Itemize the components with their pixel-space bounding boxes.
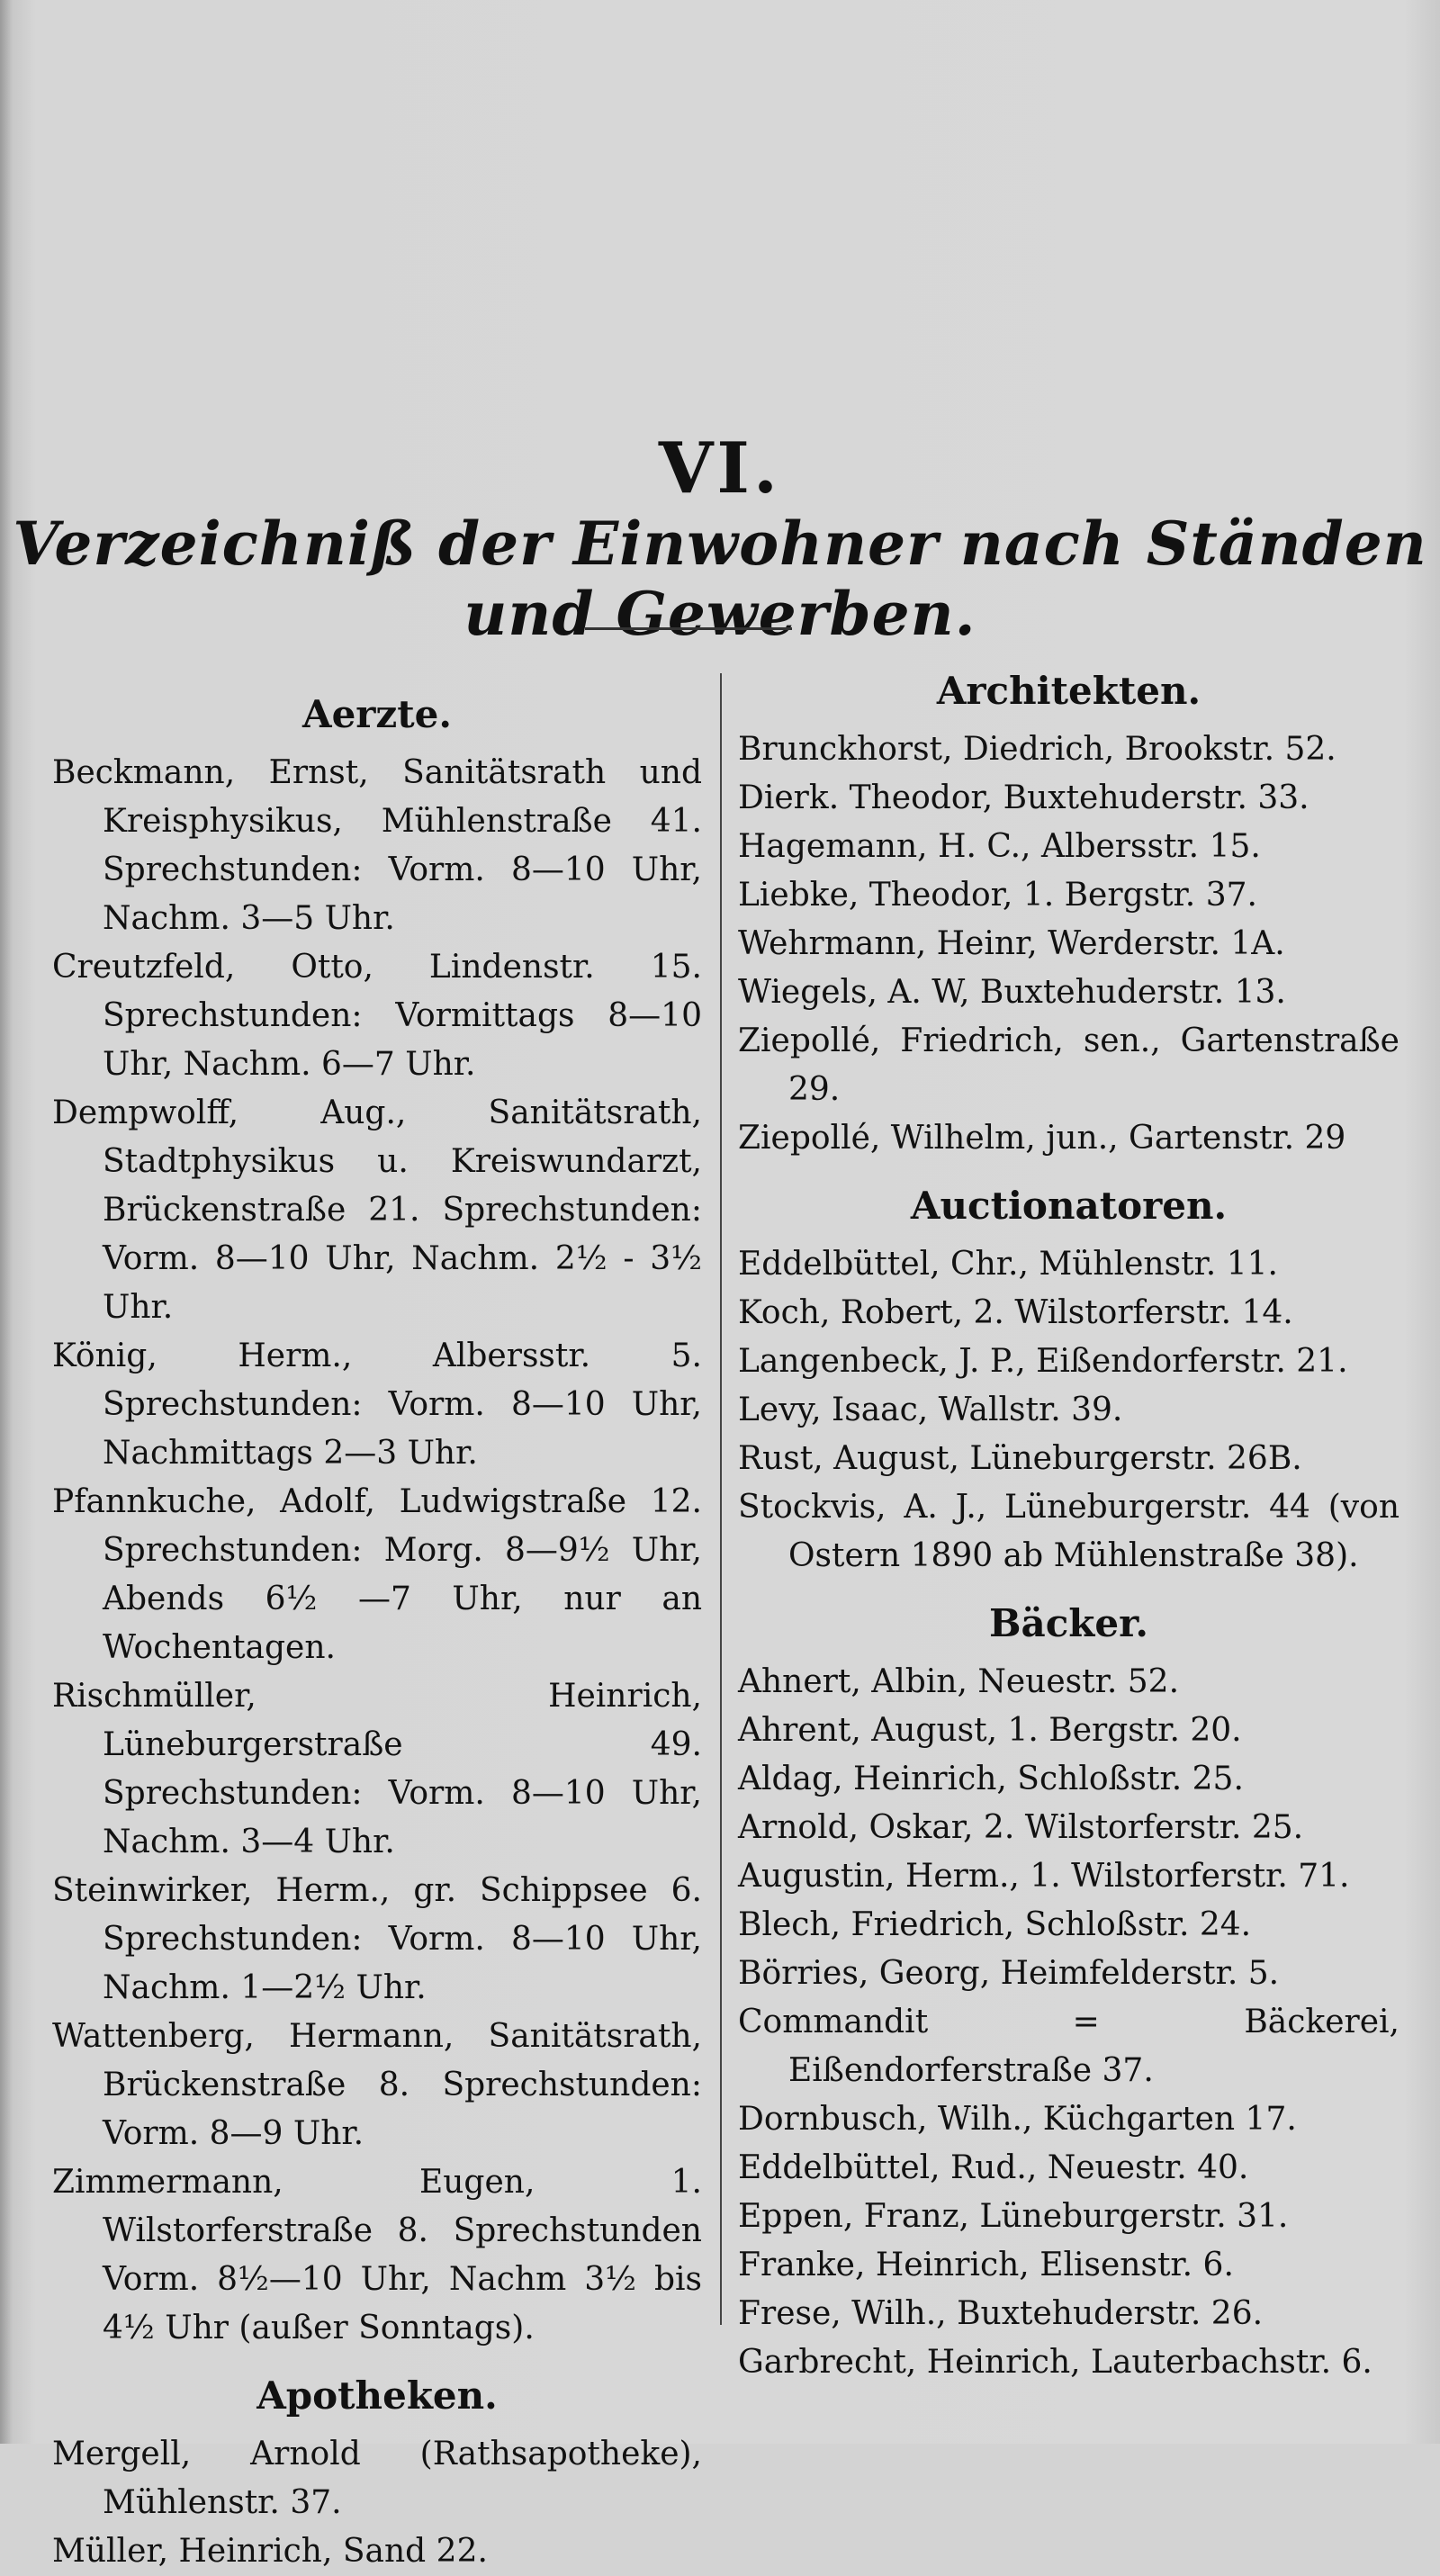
list-item: Liebke, Theodor, 1. Bergstr. 37. [738, 877, 1257, 914]
list-item: Ahrent, August, 1. Bergstr. 20. [738, 1712, 1242, 1749]
section-title-architekten: Architekten. [936, 669, 1202, 713]
list-item: Eppen, Franz, Lüneburgerstr. 31. [738, 2198, 1289, 2235]
list-item: Commandit = Bäckerei, Eißendorferstraße 37. [738, 2004, 1400, 2089]
section-title-aerzte: Aerzte. [302, 692, 453, 736]
list-item: Aldag, Heinrich, Schloßstr. 25. [738, 1761, 1244, 1797]
left-column [52, 648, 702, 2576]
list-item: Pfannkuche, Adolf, Ludwigstraße 12. Sprechstunden: Morg. 8—9½ Uhr, Abends 6½ —7 Uhr, nur an Wochentagen. [52, 1483, 702, 1666]
list-item: Rust, August, Lüneburgerstr. 26B. [738, 1440, 1302, 1477]
list-item: Mergell, Arnold (Rathsapotheke), Mühlenstr. 37. [52, 2436, 702, 2521]
list-item: Ziepollé, Wilhelm, jun., Gartenstr. 29 [738, 1120, 1346, 1157]
heading-rule [585, 627, 792, 630]
list-item: Stockvis, A. J., Lüneburgerstr. 44 (von Ostern 1890 ab Mühlenstraße 38). [738, 1489, 1400, 1574]
list-item: Wattenberg, Hermann, Sanitätsrath, Brückenstraße 8. Sprechstunden: Vorm. 8—9 Uhr. [52, 2018, 702, 2152]
list-item: Frese, Wilh., Buxtehuderstr. 26. [738, 2295, 1264, 2332]
section-title-baecker: Bäcker. [988, 1601, 1148, 1645]
list-item: Steinwirker, Herm., gr. Schippsee 6. Sprechstunden: Vorm. 8—10 Uhr, Nachm. 1—2½ Uhr. [52, 1872, 702, 2006]
list-item: Dierk. Theodor, Buxtehuderstr. 33. [738, 779, 1310, 816]
list-item: Langenbeck, J. P., Eißendorferstr. 21. [738, 1343, 1348, 1380]
list-item: Zimmermann, Eugen, 1. Wilstorferstraße 8. Sprechstunden Vorm. 8½—10 Uhr, Nachm 3½ bis 4½ Uhr (außer Sonntags). [52, 2164, 702, 2346]
list-item: Dempwolff, Aug., Sanitätsrath, Stadtphysikus u. Kreiswundarzt, Brückenstraße 21. Sprechstunden: Vorm. 8—10 Uhr, Nachm. 2½ - 3½ Uhr. [52, 1094, 702, 1326]
list-item: Ahnert, Albin, Neuestr. 52. [738, 1663, 1180, 1700]
list-item: Garbrecht, Heinrich, Lauterbachstr. 6. [738, 2344, 1372, 2381]
list-item: Dornbusch, Wilh., Küchgarten 17. [738, 2101, 1297, 2138]
column-separator [720, 673, 722, 2325]
list-item: Hagemann, H. C., Albersstr. 15. [738, 828, 1261, 865]
section-title-auctionatoren: Auctionatoren. [910, 1184, 1228, 1228]
list-item: Müller, Heinrich, Sand 22. [52, 2533, 488, 2570]
list-item: Wehrmann, Heinr, Werderstr. 1A. [738, 925, 1285, 962]
list-item: Eddelbüttel, Rud., Neuestr. 40. [738, 2149, 1249, 2186]
list-item: Creutzfeld, Otto, Lindenstr. 15. Sprechstunden: Vormittags 8—10 Uhr, Nachm. 6—7 Uhr. [52, 949, 702, 1083]
list-item: Eddelbüttel, Chr., Mühlenstr. 11. [738, 1246, 1278, 1283]
list-item: Koch, Robert, 2. Wilstorferstr. 14. [738, 1294, 1293, 1331]
list-item: Beckmann, Ernst, Sanitätsrath und Kreisphysikus, Mühlenstraße 41. Sprechstunden: Vorm. 8—10 Uhr, Nachm. 3—5 Uhr. [52, 754, 702, 937]
section-title-apotheken: Apotheken. [256, 2373, 498, 2418]
list-item: Franke, Heinrich, Elisenstr. 6. [738, 2247, 1234, 2283]
page-heading: Verzeichniß der Einwohner nach Ständen und Gewerben. [13, 509, 1427, 649]
list-item: Blech, Friedrich, Schloßstr. 24. [738, 1906, 1252, 1943]
list-item: Brunckhorst, Diedrich, Brookstr. 52. [738, 731, 1336, 768]
list-item: König, Herm., Albersstr. 5. Sprechstunden: Vorm. 8—10 Uhr, Nachmittags 2—3 Uhr. [52, 1338, 702, 1472]
list-item: Levy, Isaac, Wallstr. 39. [738, 1392, 1123, 1428]
chapter-number: VI. [658, 428, 782, 509]
right-column [738, 648, 1400, 2387]
list-item: Arnold, Oskar, 2. Wilstorferstr. 25. [738, 1809, 1304, 1846]
list-item: Ziepollé, Friedrich, sen., Gartenstraße 29. [738, 1022, 1400, 1108]
list-item: Börries, Georg, Heimfelderstr. 5. [738, 1955, 1280, 1992]
list-item: Wiegels, A. W, Buxtehuderstr. 13. [738, 974, 1286, 1011]
list-item: Augustin, Herm., 1. Wilstorferstr. 71. [738, 1858, 1350, 1895]
list-item: Rischmüller, Heinrich, Lüneburgerstraße 49. Sprechstunden: Vorm. 8—10 Uhr, Nachm. 3—4 Uhr. [52, 1678, 702, 1860]
